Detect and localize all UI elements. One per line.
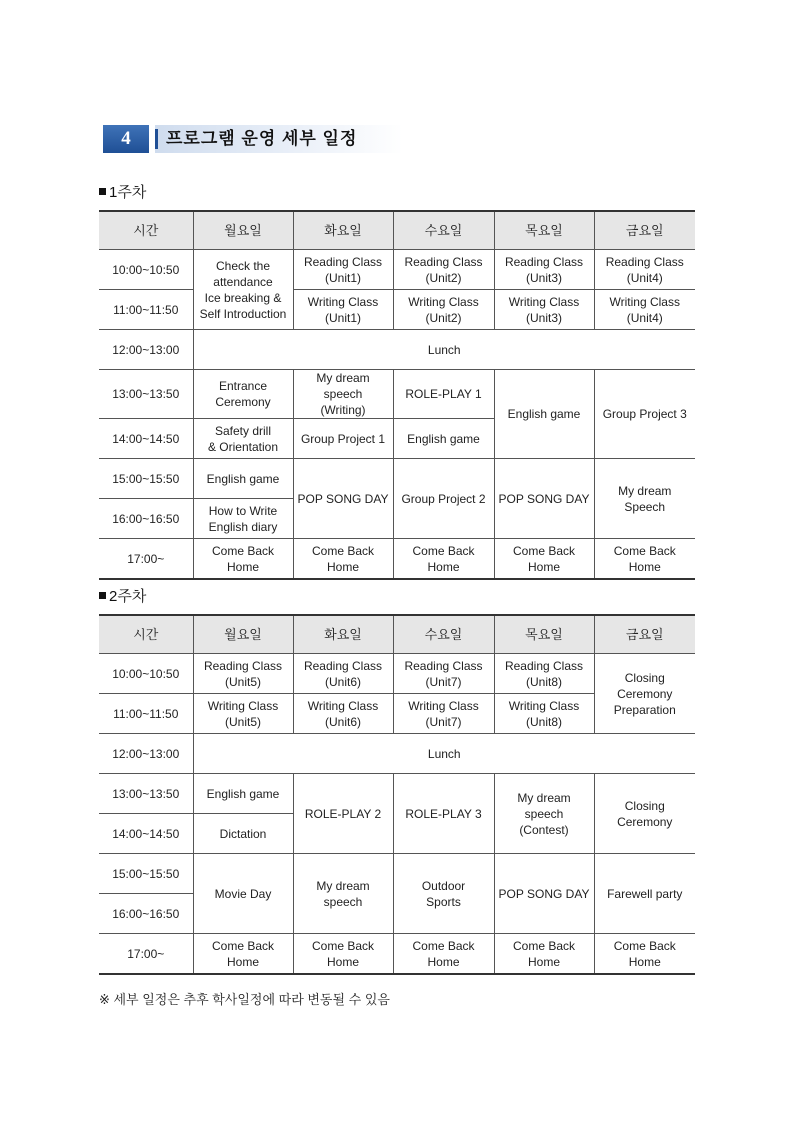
schedule-cell: Writing Class (Unit8)	[494, 694, 594, 734]
header-thursday: 목요일	[494, 615, 594, 654]
table-header-row	[99, 211, 695, 250]
table-row	[99, 934, 695, 975]
header-thursday: 목요일	[494, 211, 594, 250]
header-time: 시간	[99, 615, 193, 654]
time-cell: 10:00~10:50	[99, 654, 193, 694]
schedule-cell: Come Back Home	[494, 934, 594, 975]
schedule-cell: Reading Class (Unit6)	[293, 654, 393, 694]
schedule-cell: Reading Class (Unit1)	[293, 250, 393, 290]
schedule-cell: Outdoor Sports	[393, 854, 494, 934]
schedule-cell: Writing Class (Unit3)	[494, 290, 594, 330]
schedule-cell: My dream Speech	[594, 459, 695, 539]
schedule-cell: Movie Day	[193, 854, 293, 934]
schedule-cell: How to Write English diary	[193, 499, 293, 539]
footnote: ※ 세부 일정은 추후 학사일정에 따라 변동될 수 있음	[99, 992, 390, 1007]
schedule-cell: Check the attendance Ice breaking & Self Introduction	[193, 250, 293, 330]
schedule-cell: English game	[193, 774, 293, 814]
schedule-cell: Reading Class (Unit5)	[193, 654, 293, 694]
schedule-cell: Writing Class (Unit2)	[393, 290, 494, 330]
time-cell: 16:00~16:50	[99, 894, 193, 934]
schedule-cell: Come Back Home	[594, 934, 695, 975]
schedule-cell: Reading Class (Unit8)	[494, 654, 594, 694]
table-row	[99, 290, 695, 330]
schedule-cell: Come Back Home	[393, 539, 494, 580]
schedule-cell: Reading Class (Unit4)	[594, 250, 695, 290]
week1-schedule-table	[99, 210, 695, 580]
schedule-cell: POP SONG DAY	[494, 459, 594, 539]
section-title: 프로그램 운영 세부 일정	[166, 129, 358, 148]
table-header-row	[99, 615, 695, 654]
schedule-cell: English game	[494, 370, 594, 459]
schedule-cell: My dream speech	[293, 854, 393, 934]
week2-schedule-table	[99, 614, 695, 975]
schedule-cell: Come Back Home	[594, 539, 695, 580]
header-friday: 금요일	[594, 615, 695, 654]
week1-label: 1주차	[99, 181, 146, 202]
table-row	[99, 250, 695, 290]
schedule-cell: English game	[393, 419, 494, 459]
schedule-cell: Writing Class (Unit4)	[594, 290, 695, 330]
schedule-cell: Writing Class (Unit1)	[293, 290, 393, 330]
table-row	[99, 734, 695, 774]
time-cell: 12:00~13:00	[99, 734, 193, 774]
time-cell: 17:00~	[99, 539, 193, 580]
table-row	[99, 459, 695, 499]
schedule-cell: Come Back Home	[293, 539, 393, 580]
square-bullet-icon	[99, 188, 106, 195]
schedule-cell: ROLE-PLAY 1	[393, 370, 494, 419]
table-row	[99, 854, 695, 894]
schedule-cell: ROLE-PLAY 3	[393, 774, 494, 854]
schedule-cell: ROLE-PLAY 2	[293, 774, 393, 854]
time-cell: 13:00~13:50	[99, 774, 193, 814]
section-number: 4	[103, 125, 149, 153]
schedule-cell: Group Project 3	[594, 370, 695, 459]
schedule-cell: Group Project 2	[393, 459, 494, 539]
header-tuesday: 화요일	[293, 211, 393, 250]
schedule-cell: Writing Class (Unit5)	[193, 694, 293, 734]
schedule-cell: Come Back Home	[193, 539, 293, 580]
schedule-cell: Come Back Home	[494, 539, 594, 580]
header-wednesday: 수요일	[393, 615, 494, 654]
schedule-cell: My dream speech (Contest)	[494, 774, 594, 854]
time-cell: 16:00~16:50	[99, 499, 193, 539]
table-row	[99, 654, 695, 694]
time-cell: 14:00~14:50	[99, 419, 193, 459]
section-header	[103, 125, 403, 153]
schedule-cell: Writing Class (Unit6)	[293, 694, 393, 734]
header-friday: 금요일	[594, 211, 695, 250]
time-cell: 11:00~11:50	[99, 290, 193, 330]
schedule-cell: Reading Class (Unit7)	[393, 654, 494, 694]
schedule-cell: Reading Class (Unit2)	[393, 250, 494, 290]
table-row	[99, 330, 695, 370]
header-monday: 월요일	[193, 211, 293, 250]
table-row	[99, 370, 695, 419]
schedule-cell: Come Back Home	[193, 934, 293, 975]
schedule-cell: English game	[193, 459, 293, 499]
schedule-cell: Closing Ceremony	[594, 774, 695, 854]
schedule-cell: POP SONG DAY	[494, 854, 594, 934]
schedule-cell: Writing Class (Unit7)	[393, 694, 494, 734]
header-time: 시간	[99, 211, 193, 250]
header-monday: 월요일	[193, 615, 293, 654]
schedule-cell: Come Back Home	[293, 934, 393, 975]
lunch-cell: Lunch	[193, 330, 695, 370]
time-cell: 10:00~10:50	[99, 250, 193, 290]
table-row	[99, 539, 695, 580]
time-cell: 12:00~13:00	[99, 330, 193, 370]
schedule-cell: My dream speech (Writing)	[293, 370, 393, 419]
time-cell: 11:00~11:50	[99, 694, 193, 734]
schedule-cell: Closing Ceremony Preparation	[594, 654, 695, 734]
schedule-cell: Dictation	[193, 814, 293, 854]
section-title-accent-bar	[155, 129, 158, 149]
schedule-cell: Safety drill & Orientation	[193, 419, 293, 459]
time-cell: 14:00~14:50	[99, 814, 193, 854]
schedule-cell: POP SONG DAY	[293, 459, 393, 539]
time-cell: 15:00~15:50	[99, 854, 193, 894]
schedule-cell: Entrance Ceremony	[193, 370, 293, 419]
schedule-cell: Come Back Home	[393, 934, 494, 975]
time-cell: 17:00~	[99, 934, 193, 975]
header-tuesday: 화요일	[293, 615, 393, 654]
schedule-cell: Farewell party	[594, 854, 695, 934]
header-wednesday: 수요일	[393, 211, 494, 250]
lunch-cell: Lunch	[193, 734, 695, 774]
square-bullet-icon	[99, 592, 106, 599]
schedule-cell: Reading Class (Unit3)	[494, 250, 594, 290]
week2-label: 2주차	[99, 585, 146, 606]
table-row	[99, 774, 695, 814]
time-cell: 15:00~15:50	[99, 459, 193, 499]
schedule-cell: Group Project 1	[293, 419, 393, 459]
time-cell: 13:00~13:50	[99, 370, 193, 419]
